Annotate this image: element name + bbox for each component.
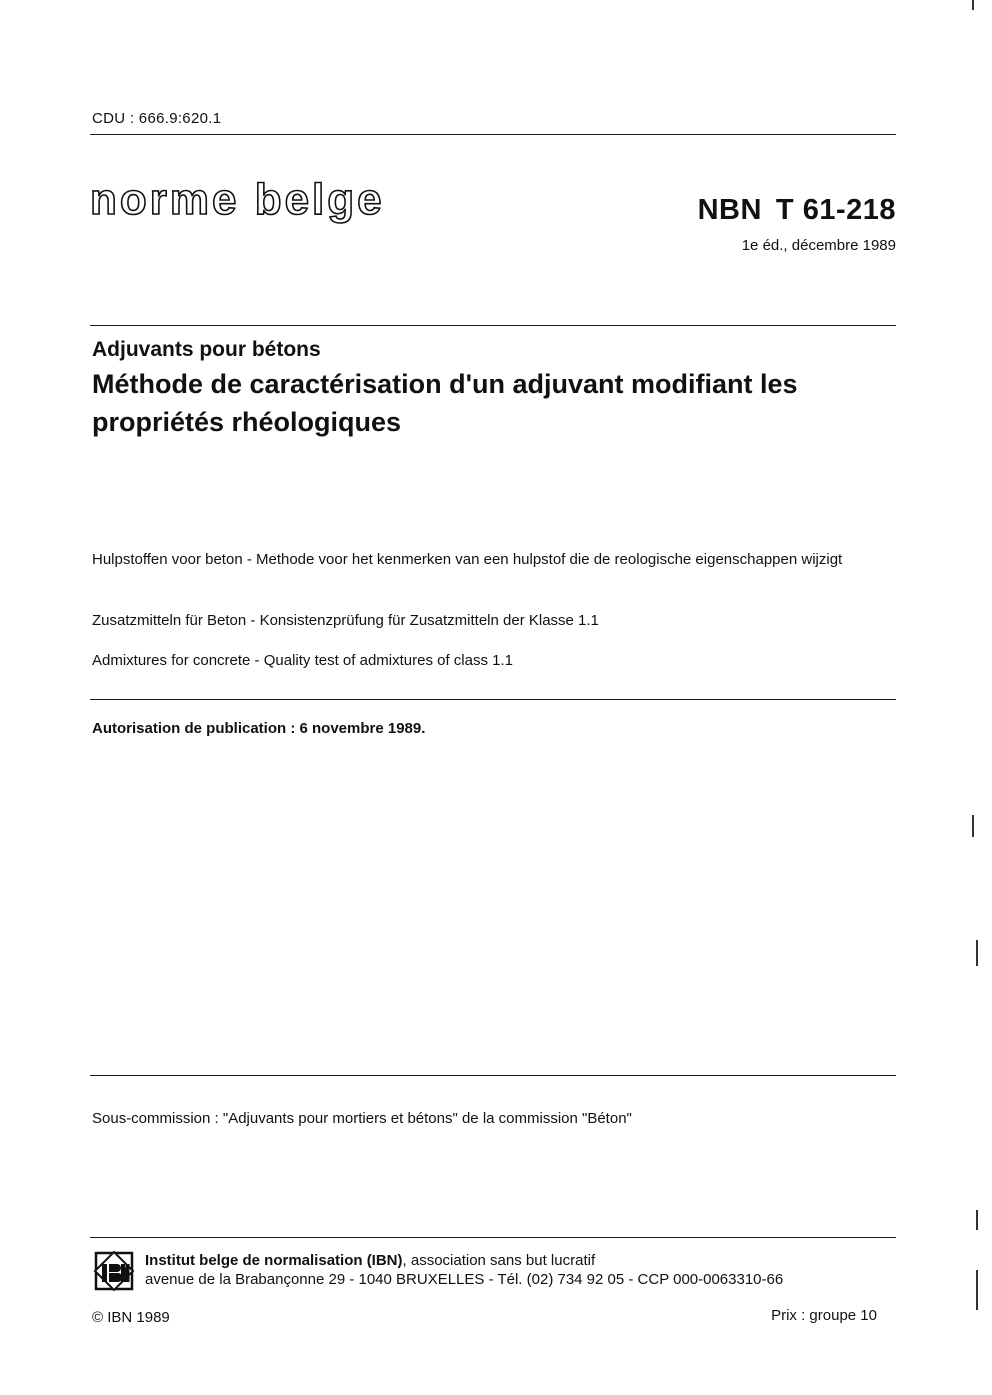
price-group: Prix : groupe 10 bbox=[771, 1307, 877, 1324]
copyright: © IBN 1989 bbox=[92, 1309, 170, 1326]
scan-mark bbox=[972, 0, 974, 10]
document-title: Méthode de caractérisation d'un adjuvant modifiant les propriétés rhéologiques bbox=[92, 369, 798, 437]
publication-authorization: Autorisation de publication : 6 novembre 1989. bbox=[92, 720, 426, 737]
ibn-logo-icon bbox=[93, 1250, 135, 1292]
edition-date: 1e éd., décembre 1989 bbox=[741, 237, 896, 254]
german-title: Zusatzmitteln für Beton - Konsistenzprüfung für Zusatzmitteln der Klasse 1.1 bbox=[92, 612, 599, 629]
document-subtitle: Adjuvants pour bétons bbox=[92, 338, 321, 361]
institute-address: avenue de la Brabançonne 29 - 1040 BRUXELLES - Tél. (02) 734 92 05 - CCP 000-0063310-66 bbox=[145, 1271, 784, 1288]
institute-description: , association sans but lucratif bbox=[402, 1252, 596, 1269]
scan-mark bbox=[976, 1270, 978, 1310]
scan-mark bbox=[976, 1210, 978, 1230]
header-rule bbox=[90, 134, 896, 135]
scan-mark bbox=[972, 815, 974, 837]
subcommission-note: Sous-commission : "Adjuvants pour mortiers et bétons" de la commission "Béton" bbox=[92, 1110, 632, 1127]
standard-prefix: NBN bbox=[697, 194, 762, 226]
english-title: Admixtures for concrete - Quality test of admixtures of class 1.1 bbox=[92, 652, 513, 669]
institute-line bbox=[145, 1252, 595, 1269]
series-label: norme belge bbox=[90, 175, 385, 224]
cdu-classification: CDU : 666.9:620.1 bbox=[92, 110, 222, 127]
subcommission-rule bbox=[90, 1075, 896, 1076]
title-rule bbox=[90, 325, 896, 326]
standard-number: T 61-218 bbox=[775, 194, 896, 226]
scan-mark bbox=[976, 940, 978, 966]
institute-name: Institut belge de normalisation (IBN) bbox=[145, 1252, 403, 1269]
translations-rule bbox=[90, 699, 896, 700]
footer-rule bbox=[90, 1237, 896, 1238]
dutch-title: Hulpstoffen voor beton - Methode voor het kenmerken van een hulpstof die de reologische eigenschappen wijzigt bbox=[92, 551, 843, 568]
standard-code bbox=[698, 194, 896, 227]
